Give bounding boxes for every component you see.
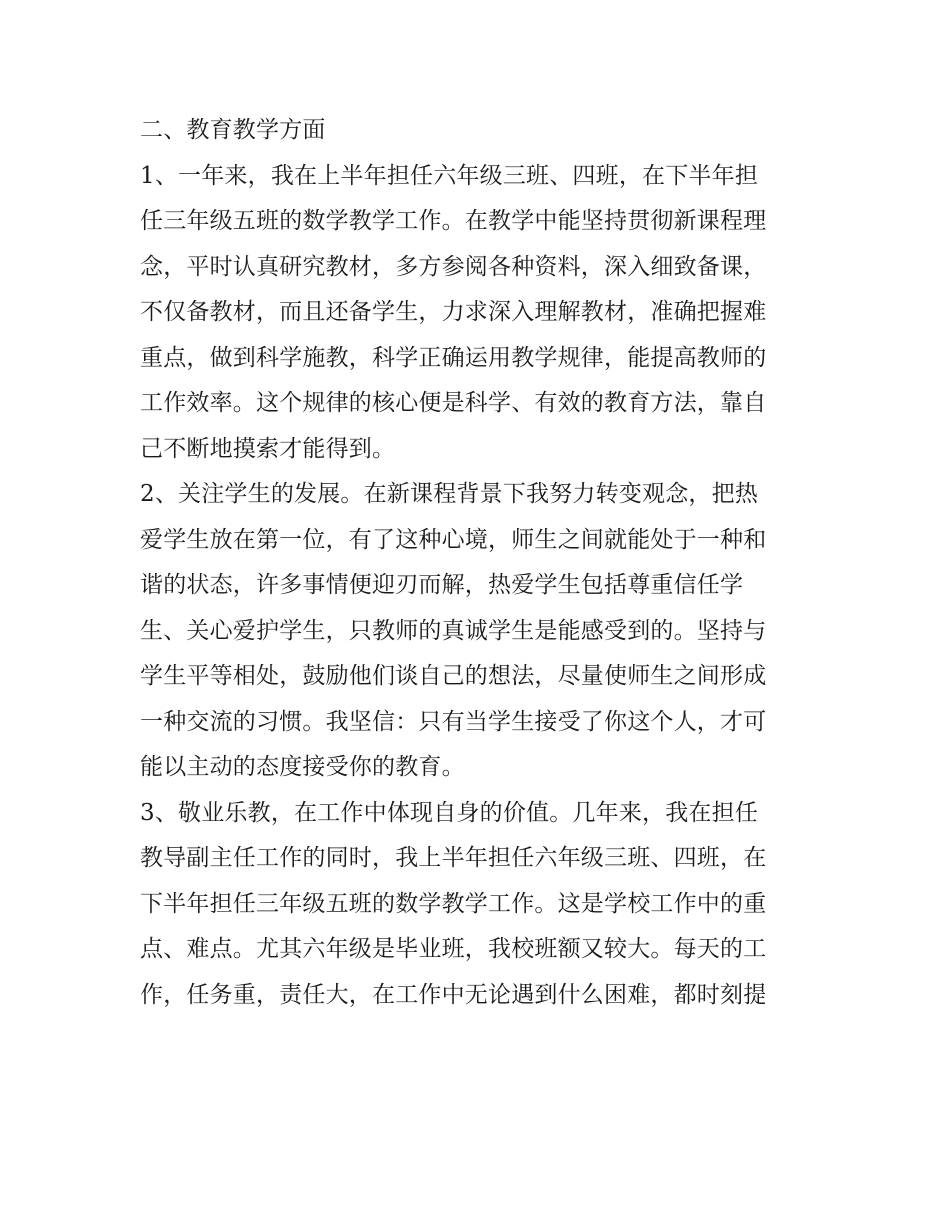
text-line: 3、敬业乐教，在工作中体现自身的价值。几年来，我在担任	[140, 799, 759, 826]
document-body	[140, 108, 820, 1018]
text-line: 能以主动的态度接受你的教育。	[140, 754, 465, 780]
text-line: 念，平时认真研究教材，多方参阅各种资料，深入细致备课，	[140, 253, 767, 280]
text-line: 一种交流的习惯。我坚信：只有当学生接受了你这个人，才可	[140, 708, 767, 735]
text-line: 2、关注学生的发展。在新课程背景下我努力转变观念，把热	[140, 481, 759, 507]
text-line: 下半年担任三年级五班的数学教学工作。这是学校工作中的重	[140, 890, 767, 917]
text-line: 点、难点。尤其六年级是毕业班，我校班额又较大。每天的工	[140, 936, 767, 962]
section-heading: 二、教育教学方面	[140, 117, 326, 143]
text-line: 爱学生放在第一位，有了这种心境，师生之间就能处于一种和	[140, 526, 767, 553]
text-line: 谐的状态，许多事情便迎刃而解，热爱学生包括尊重信任学	[140, 572, 744, 598]
text-line: 任三年级五班的数学教学工作。在教学中能坚持贯彻新课程理	[140, 208, 767, 234]
text-line: 作，任务重，责任大，在工作中无论遇到什么困难，都时刻提	[140, 981, 767, 1008]
text-line: 学生平等相处，鼓励他们谈自己的想法，尽量使师生之间形成	[140, 663, 767, 689]
text-line: 生、关心爱护学生，只教师的真诚学生是能感受到的。坚持与	[140, 617, 767, 644]
text-line: 1、一年来，我在上半年担任六年级三班、四班，在下半年担	[140, 162, 759, 189]
text-line: 教导副主任工作的同时，我上半年担任六年级三班、四班，在	[140, 845, 767, 871]
text-line: 己不断地摸索才能得到。	[140, 435, 396, 462]
text-line: 工作效率。这个规律的核心便是科学、有效的教育方法，靠自	[140, 390, 767, 416]
text-line: 重点，做到科学施教，科学正确运用教学规律，能提高教师的	[140, 344, 767, 371]
text-line: 不仅备教材，而且还备学生，力求深入理解教材，准确把握难	[140, 299, 767, 325]
